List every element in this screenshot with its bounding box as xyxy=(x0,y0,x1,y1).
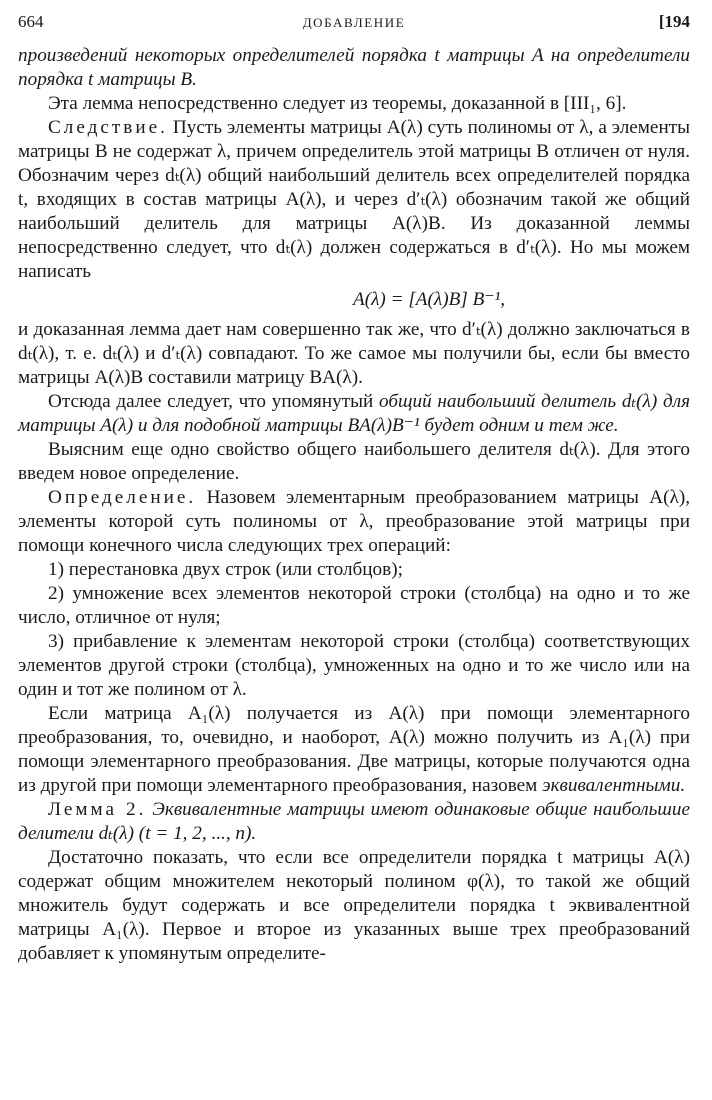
section-number: [194 xyxy=(658,12,690,31)
definition-label: Определение. xyxy=(48,487,197,508)
paragraph-definition xyxy=(18,486,690,558)
paragraph-5 xyxy=(18,390,690,438)
operation-3: 3) прибавление к элементам некоторой строки (столбца) соответствующих элементов другой строки (столбца), умноженных на одно и то же число или на один и тот же полином от λ. xyxy=(18,631,690,700)
page-number: 664 xyxy=(18,12,44,31)
lemma-2-text: Эквивалентные матрицы имеют одинаковые общие наибольшие делители dₜ(λ) (t = 1, 2, ..., n). xyxy=(18,799,690,844)
paragraph-2: Эта лемма непосредственно следует из теоремы, доказанной в [III₁, 6]. xyxy=(48,93,627,114)
paragraph-lemma-2 xyxy=(18,798,690,846)
paragraph-8-italic: эквивалентными. xyxy=(542,775,686,796)
corollary-text: Пусть элементы матрицы A(λ) суть полиномы от λ, а элементы матрицы B не содержат λ, причем определитель этой матрицы B отличен от нуля. Обозначим через dₜ(λ) общий наибольший делитель всех определителей порядка t, входящих в состав матрицы A(λ), и через d′ₜ(λ) обозначим такой же общий наибольший делитель для матрицы A(λ)B. Из доказанной леммы непосредственно следует, что dₜ(λ) должен содержаться в d′ₜ(λ). Но мы можем написать xyxy=(18,117,690,282)
definition-text: Назовем элементарным преобразованием матрицы A(λ), элементы которой суть полиномы от λ, преобразование этой матрицы при помощи конечного числа следующих трех операций: xyxy=(18,487,691,556)
corollary-label: Следствие. xyxy=(48,117,168,138)
paragraph-4: и доказанная лемма дает нам совершенно так же, что d′ₜ(λ) должно заключаться в dₜ(λ), т. е. dₜ(λ) и d′ₜ(λ) совпадают. То же самое мы получили бы, если бы вместо матрицы A(λ)B составили матрицу BA(λ). xyxy=(18,319,690,388)
paragraph-10: Достаточно показать, что если все определители порядка t матрицы A(λ) содержат общим множителем некоторый полином φ(λ), то такой же общий множитель будут содержать и все определители порядка t эквивалентной матрицы A₁(λ). Первое и второе из указанных выше трех преобразований добавляет к упомянутым определите- xyxy=(18,847,690,964)
paragraph-8-text: Если матрица A₁(λ) получается из A(λ) при помощи элементарного преобразования, то, очевидно, и наоборот, A(λ) можно получить из A₁(λ) при помощи элементарного преобразования. Две матрицы, которые получаются одна из другой при помощи элементарного преобразования, назовем xyxy=(18,703,690,796)
lemma-2-label: Лемма 2. xyxy=(48,799,147,820)
paragraph-5-italic: общий наибольший делитель dₜ(λ) для матрицы A(λ) и для подобной матрицы BA(λ)B⁻¹ будет одним и тем же. xyxy=(18,391,690,436)
paragraph-6: Выясним еще одно свойство общего наибольшего делителя dₜ(λ). Для этого введем новое определение. xyxy=(18,439,690,484)
paragraph-corollary xyxy=(18,116,690,284)
operation-1: 1) перестановка двух строк (или столбцов); xyxy=(48,559,403,580)
formula: A(λ) = [A(λ)B] B⁻¹, xyxy=(352,289,505,310)
paragraph-8 xyxy=(18,702,690,798)
running-title: ДОБАВЛЕНИЕ xyxy=(302,15,406,30)
operation-2: 2) умножение всех элементов некоторой строки (столбца) на одно и то же число, отличное от нуля; xyxy=(18,583,690,628)
paragraph-1: произведений некоторых определителей порядка t матрицы A на определители порядка t матрицы B. xyxy=(18,45,690,90)
page-header xyxy=(18,10,690,44)
paragraph-5-lead: Отсюда далее следует, что упомянутый xyxy=(48,391,374,412)
